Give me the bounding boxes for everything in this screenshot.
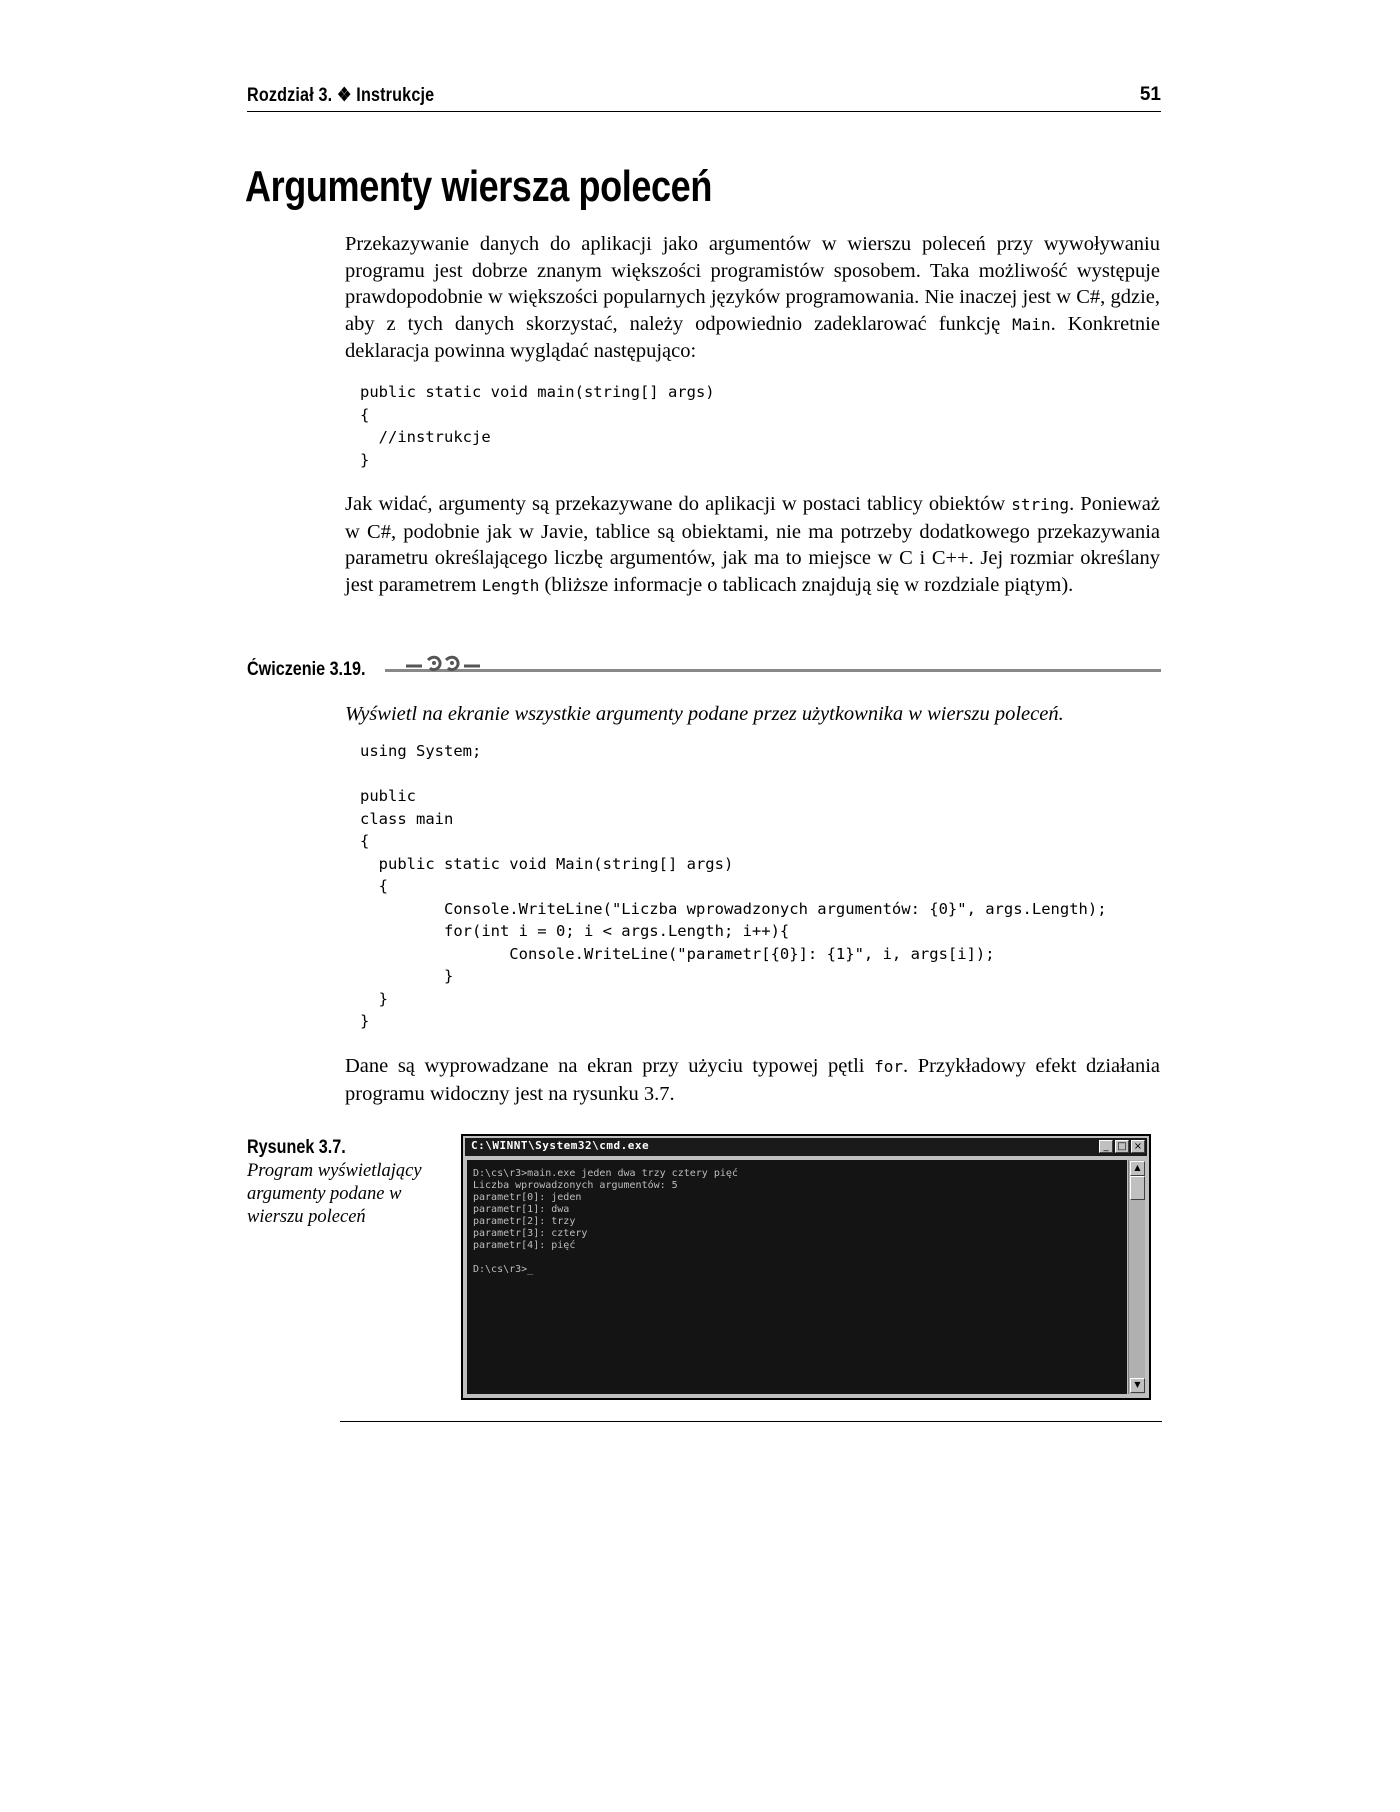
paragraph-text: Jak widać, argumenty są przekazywane do aplikacji w postaci tablicy obiektów (345, 493, 1012, 515)
exercise-divider (385, 669, 1161, 672)
chapter-title: Rozdział 3. ❖ Instrukcje (247, 85, 435, 106)
figure-caption: Program wyświetlający argumenty podane w wierszu poleceń (247, 1161, 422, 1227)
maximize-icon: □ (1115, 1140, 1129, 1153)
paragraph-args (345, 491, 1160, 599)
inline-code-for: for (874, 1057, 903, 1076)
console-scrollbar (1128, 1160, 1145, 1394)
figure-label: Rysunek 3.7. (247, 1137, 346, 1158)
scroll-down-icon: ▼ (1130, 1378, 1145, 1393)
exercise-icon (398, 654, 488, 676)
paragraph-output (345, 1053, 1160, 1107)
console-screen (467, 1160, 1127, 1394)
code-listing-program: using System; public class main { public static void Main(string[] args) { Console.WriteLine("Liczba wprowadzonych argumentów: {0}", args.Length); for(int i = 0; i < args.Length; i++){ Console.WriteLine("parametr[{0}]: {1}", i, args[i]); } } } (360, 742, 1107, 1030)
scroll-thumb (1130, 1176, 1145, 1200)
console-window-figure (461, 1134, 1151, 1400)
exercise-label: Ćwiczenie 3.19. (247, 659, 366, 680)
close-icon: × (1131, 1140, 1145, 1153)
minimize-icon: _ (1099, 1140, 1113, 1153)
console-output: D:\cs\r3>main.exe jeden dwa trzy cztery pięć Liczba wprowadzonych argumentów: 5 parametr[0]: jeden parametr[1]: dwa parametr[2]: trzy parametr[3]: cztery parametr[4]: pięć D:\cs\r3>_ (473, 1168, 738, 1275)
section-title: Argumenty wiersza poleceń (245, 162, 712, 211)
code-listing-declaration: public static void main(string[] args) { //instrukcje } (360, 383, 715, 469)
inline-code-string: string (1011, 495, 1070, 514)
bottom-divider (340, 1421, 1162, 1422)
paragraph-text: Dane są wyprowadzane na ekran przy użyciu typowej pętli (345, 1055, 875, 1077)
paragraph-intro (345, 231, 1160, 365)
inline-code-length: Length (481, 575, 540, 595)
paragraph-text: Przekazywanie danych do aplikacji jako argumentów w wierszu poleceń przy wywoływaniu programu jest dobrze znanym większości programistów sposobem. Taka możliwość występuje prawdopodobnie w większości popularnych języków programowania. Nie inaczej jest w C#, gdzie, aby z tych danych skorzystać, należy odpowiednio zadeklarować funkcję (345, 233, 1160, 335)
paragraph-text: (bliższe informacje o tablicach znajdują się w rozdziale piątym). (539, 573, 1074, 596)
running-header (247, 84, 1161, 112)
window-controls (1099, 1140, 1145, 1153)
paragraph-text: . Konkretnie deklaracja powinna wyglądać następująco: (345, 312, 1160, 362)
page-number: 51 (1139, 84, 1161, 105)
paragraph-text: . Przykładowy efekt działania programu widoczny jest na rysunku 3.7. (345, 1055, 1160, 1105)
console-title: C:\WINNT\System32\cmd.exe (471, 1139, 650, 1152)
paragraph-text: . Ponieważ w C#, podobnie jak w Javie, tablice są obiektami, nie ma potrzeby dodatkowego przekazywania parametru określającego liczbę argumentów, jak ma to miejsce w C i C++. Jej rozmiar określany jest parametrem (345, 493, 1160, 596)
scroll-up-icon: ▲ (1130, 1161, 1145, 1176)
console-titlebar (465, 1138, 1147, 1156)
exercise-task: Wyświetl na ekranie wszystkie argumenty podane przez użytkownika w wierszu poleceń. (345, 703, 1064, 725)
inline-code-main: Main (1012, 314, 1051, 334)
header-divider (247, 111, 1161, 112)
